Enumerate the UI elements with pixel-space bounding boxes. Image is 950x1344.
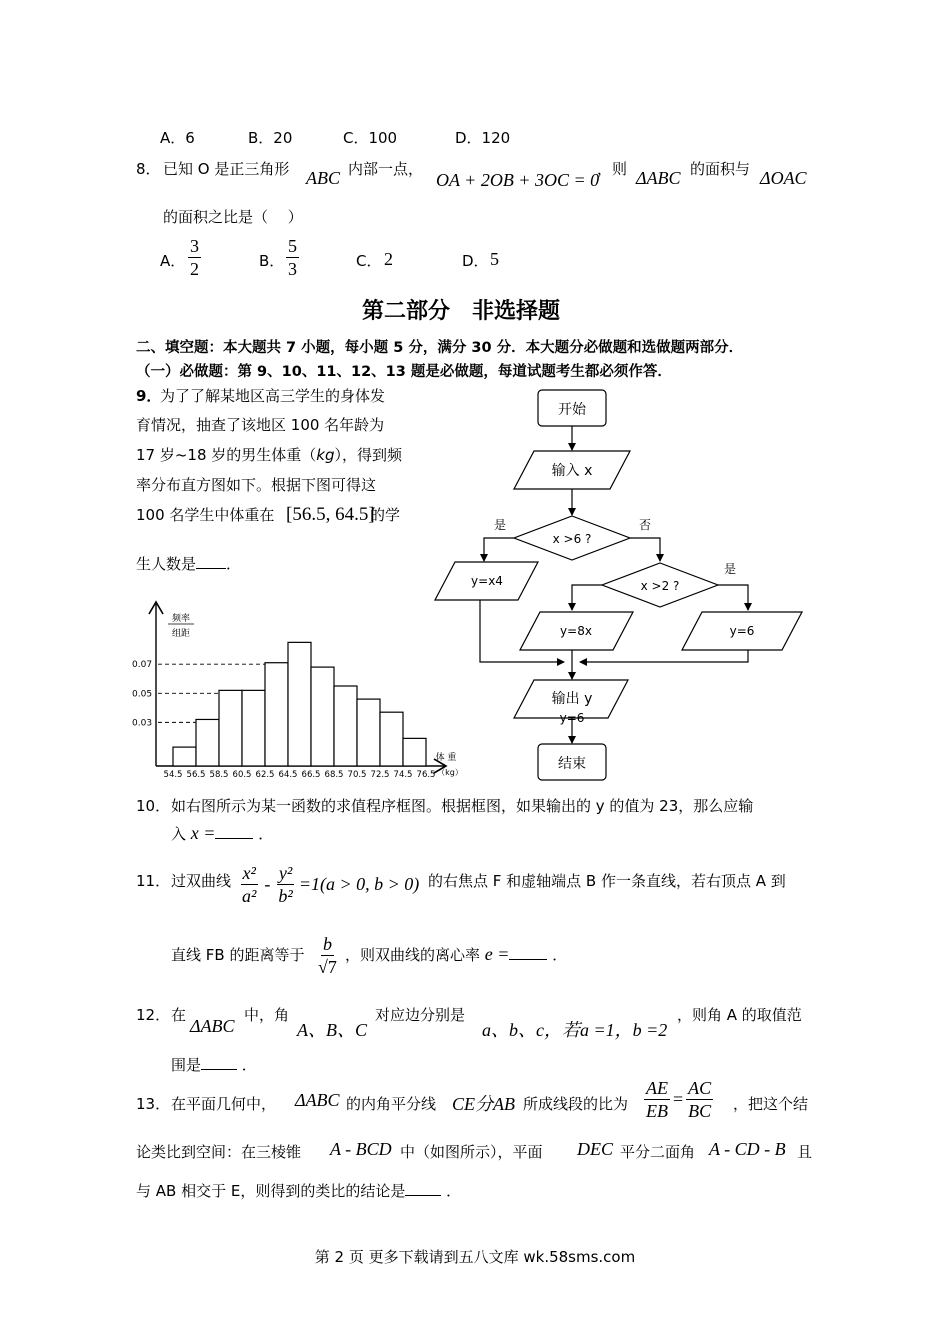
q12-text-1: 在 [171,1006,187,1024]
histogram-bar [311,667,334,766]
histogram-x-tick-label: 76.5 [416,770,436,780]
histogram-bar [196,719,219,766]
q13-answer-blank[interactable] [405,1181,441,1196]
q10-line-2-math: x = [190,823,216,843]
q8-text-3: ，则 [597,160,628,178]
q11-eccentricity-symbol: e = [484,944,510,964]
q9-number: 9． [136,387,162,405]
q11-line-2b-text: ，则双曲线的离心率 [345,946,481,964]
q13-text-2: 的内角平分线 [346,1095,437,1113]
q11-answer-blank[interactable] [509,945,547,960]
q12-math-triangle: ΔABC [190,1016,235,1036]
q8-option-a-numerator: 3 [190,236,199,256]
section2-heading: 二、填空题：本大题共 7 小题，每小题 5 分，满分 30 分．本大题分必做题和选做题两部分． [136,340,744,356]
histogram-bar [357,699,380,766]
q11-distance-fraction [316,933,339,978]
section2-subheading: （一）必做题：第 9、10、11、12、13 题是必做题，每道试题考生都必须作答． [136,364,672,380]
q12-math-angles: A、B、C [297,1020,367,1040]
q10-line-2-end: ． [258,825,274,843]
q13-frac1-num: AE [646,1078,668,1098]
flowchart-yes-1-label: 是 [493,518,507,532]
flowchart-merge-right [580,650,748,662]
q13-math-bisector: CE分AB [452,1094,515,1114]
q12-line-2-end: ． [241,1056,257,1074]
histogram-xlabel: 体 重 [435,753,457,763]
q9-line-1: 为了了解某地区高三学生的身体发 [160,387,386,405]
q13-math-tetrahedron: A - BCD [330,1139,392,1159]
q12-answer-blank[interactable] [201,1055,237,1070]
histogram-xunit: （kg） [437,768,463,777]
flowchart-end-label: 结束 [558,756,586,772]
histogram-y-tick-label: 0.07 [132,660,153,671]
flowchart-assign-1-label: y=x4 [471,574,503,588]
histogram-bar [242,690,265,766]
flowchart-input-label: 输入 x [551,463,593,479]
q9-line-2: 育情况，抽查了该地区 100 名年龄为 [136,416,385,434]
histogram-bar [219,690,242,766]
q13-math-triangle: ΔABC [295,1090,340,1110]
q9-line-5a: 100 名学生中体重在 [136,506,275,524]
q13-frac1-den: EB [646,1101,668,1121]
q13-math-plane: DEC [577,1139,613,1159]
flowchart-arrow-yes-1 [484,538,514,561]
q13-line-3-text: 与 AB 相交于 E，则得到的类比的结论是 [136,1182,406,1200]
q13-line-2d: 且 [797,1143,813,1161]
q10-line-2 [171,823,273,844]
q11-text-2: 的右焦点 F 和虚轴端点 B 作一条直线，若右顶点 A 到 [428,872,786,890]
q13-frac2-num: AC [688,1078,712,1098]
histogram-x-tick-label: 60.5 [232,770,252,780]
q10-line-2-a: 入 [171,825,187,843]
histogram-ylabel-top: 频率 [171,614,191,624]
q8-option-c-label: C． [356,252,382,270]
page-footer: 第 2 页 更多下载请到五八文库 wk.58sms.com [314,1248,636,1266]
histogram-x-tick-label: 64.5 [278,770,298,780]
q7-option-a: A．6 [160,129,195,147]
histogram-x-tick-label: 66.5 [301,770,321,780]
q8-option-a-label: A． [160,252,186,270]
histogram-x-tick-label: 58.5 [209,770,229,780]
histogram-x-tick-label: 62.5 [255,770,275,780]
q7-option-d: D．120 [455,129,511,147]
histogram-y-tick-label: 0.05 [132,689,153,700]
histogram-bar [380,712,403,766]
q13-line-2c: 平分二面角 [620,1143,696,1161]
q8-text-1: 已知 O 是正三角形 [163,160,290,178]
q8-math-abc: ABC [306,168,340,188]
histogram-bar [173,747,196,766]
q11-frac1-num: x² [242,863,256,883]
q11-frac2-num: y² [278,863,293,883]
q8-math-delta-abc: ΔABC [636,168,681,188]
flowchart-cond-2-label: x >2 ? [640,579,680,593]
q11-number: 11． [136,872,171,890]
q8-number: 8． [136,160,161,178]
q8-option-b-denominator: 3 [288,259,297,279]
q13-text-1: 在平面几何中， [171,1095,277,1113]
histogram-x-tick-label: 68.5 [324,770,344,780]
flowchart-output-overlap-label: y=6 [559,711,585,725]
flowchart-assign-2-label: y=8x [560,624,592,638]
flowchart-arrow-yes-2 [718,585,748,610]
q11-minus: - [264,874,271,894]
q8-option-d-value: 5 [490,249,499,269]
q8-vector-equation: OA + 2OB + 3OC = 0 [436,170,600,190]
q11-line-2a: 直线 FB 的距离等于 [171,946,305,964]
q11-hyperbola-equation [240,862,419,907]
q8-option-d-label: D． [462,252,489,270]
q9-interval: [56.5, 64.5] [286,504,375,525]
histogram-bar [403,738,426,766]
histogram-x-tick-label: 74.5 [393,770,413,780]
q13-text-4: ，把这个结 [733,1095,809,1113]
q9-line-3-unit: kg [316,446,335,464]
q12-line-2 [171,1054,257,1075]
histogram-x-tick-label: 56.5 [186,770,206,780]
q13-ratio-equation [644,1077,713,1122]
q13-line-2a: 论类比到空间：在三棱锥 [136,1143,302,1161]
q8-option-b-label: B． [259,252,285,270]
q7-option-c: C．100 [343,129,398,147]
q9-line-6-end: ． [226,555,242,573]
q10-number: 10． [136,797,171,815]
histogram-x-tick-label: 54.5 [163,770,183,780]
q8-option-a-fraction [188,235,201,280]
flowchart-output-label: 输出 y [551,691,593,707]
q12-line-2-text: 围是 [171,1056,202,1074]
q9-line-6 [136,553,241,574]
flowchart [430,385,830,785]
flowchart-arrow-no-1 [630,538,660,561]
q8-text-2: 内部一点， [348,160,424,178]
q11-frac3-den: √7 [318,957,337,977]
q8-option-b-numerator: 5 [288,236,297,256]
q9-line-4: 率分布直方图如下。根据下图可得这 [136,476,377,494]
flowchart-yes-2-label: 是 [723,562,737,576]
q11-line-2b [345,944,567,965]
q11-frac3-num: b [322,934,332,954]
q8-math-delta-oac: ΔOAC [760,168,807,188]
q11-frac2-den: b² [278,886,293,906]
histogram-x-tick-label: 72.5 [370,770,390,780]
q8-text-4: 的面积与 [690,160,751,178]
q11-line-2-end: ． [552,946,568,964]
flowchart-cond-1-label: x >6 ? [552,532,592,546]
q8-option-b-fraction [286,235,299,280]
q9-line-5b: 的学 [370,506,401,524]
q13-line-2b: 中（如图所示），平面 [400,1143,543,1161]
q12-text-4: ，则角 A 的取值范 [677,1006,802,1024]
q7-option-b: B．20 [248,129,293,147]
histogram-y-tick-label: 0.03 [132,718,153,729]
q10-answer-blank[interactable] [215,824,253,839]
q11-equation-rhs: =1(a > 0, b > 0) [298,874,420,894]
q11-frac1-den: a² [242,886,257,906]
flowchart-arrow-no-2 [572,585,602,610]
q9-answer-blank[interactable] [196,554,226,569]
q8-option-a-denominator: 2 [190,259,199,279]
q11-text-1: 过双曲线 [171,872,232,890]
q12-text-3: 对应边分别是 [375,1006,466,1024]
q9-line-3-b: ），得到频 [334,446,403,464]
flowchart-start-label: 开始 [558,402,586,418]
q9-line-6-text: 生人数是 [136,555,197,573]
q13-line-3 [136,1180,461,1201]
histogram-ylabel-bottom: 组距 [171,629,191,639]
q9-histogram [128,592,468,784]
q9-line-3 [136,444,402,465]
histogram-bar [288,642,311,766]
q12-number: 12． [136,1006,171,1024]
q12-text-2: 中，角 [244,1006,290,1024]
part2-title: 第二部分 非选择题 [362,298,561,324]
q13-text-3: 所成线段的比为 [523,1095,629,1113]
q13-number: 13． [136,1095,171,1113]
q13-math-dihedral: A - CD - B [709,1139,786,1159]
flowchart-assign-3-label: y=6 [729,624,755,638]
flowchart-no-1-label: 否 [638,518,652,532]
q8-text-5: 的面积之比是（ ） [163,208,303,226]
histogram-bar [334,686,357,766]
q8-option-c-value: 2 [384,249,393,269]
q10-line-1: 如右图所示为某一函数的求值程序框图。根据框图，如果输出的 y 的值为 23，那么应输 [171,797,754,815]
histogram-bar [265,663,288,766]
q9-line-3-a: 17 岁~18 岁的男生体重（ [136,446,317,464]
q12-math-sides: a、b、c，若a =1，b =2 [482,1020,668,1040]
q13-frac2-den: BC [688,1101,712,1121]
histogram-x-tick-label: 70.5 [347,770,367,780]
q13-line-3-end: ． [446,1182,462,1200]
q13-equals: = [673,1089,684,1109]
